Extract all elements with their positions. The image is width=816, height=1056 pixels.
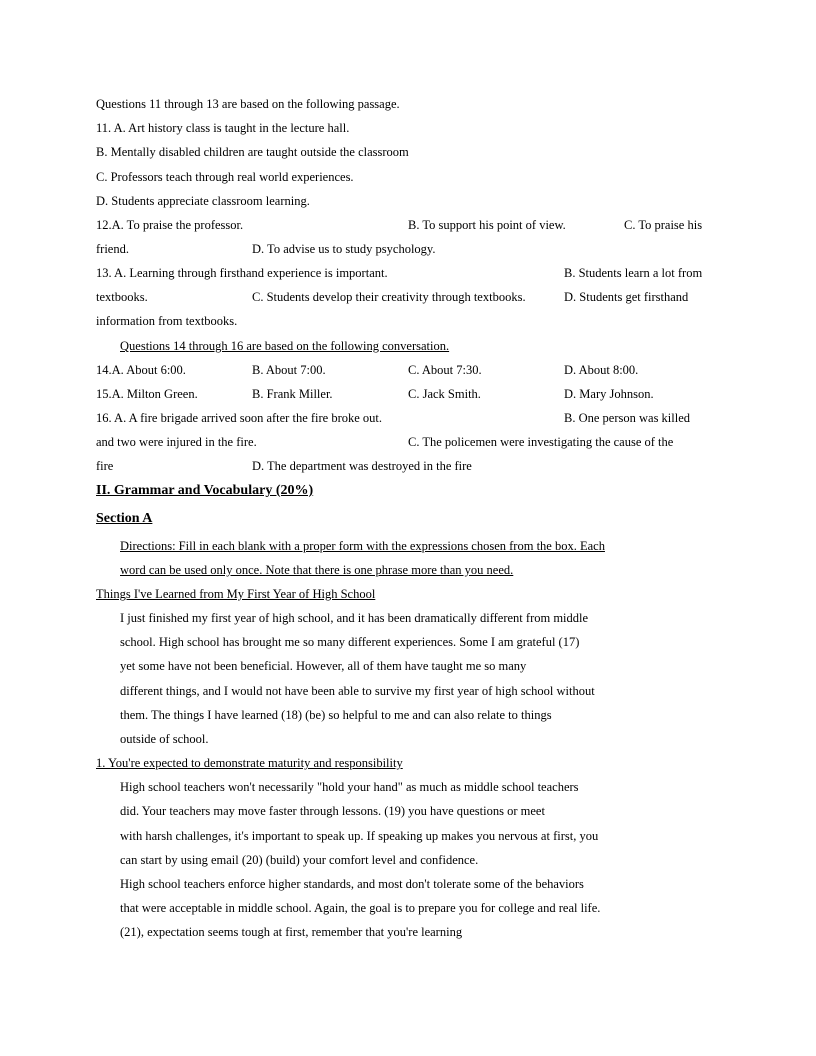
- intro-questions-11-13: Questions 11 through 13 are based on the following passage.: [96, 97, 400, 111]
- paragraph-2-line-5: High school teachers enforce higher standards, and most don't tolerate some of the behaviors: [120, 877, 584, 891]
- q13-option-b: B. Students learn a lot from: [564, 266, 703, 280]
- paragraph-1-line-2: school. High school has brought me so many different experiences. Some I am grateful (17): [120, 635, 580, 649]
- paragraph-1-line-6: outside of school.: [120, 732, 209, 746]
- q16-option-c: C. The policemen were investigating the cause of the: [408, 435, 674, 449]
- paragraph-1-line-3: yet some have not been beneficial. However, all of them have taught me so many: [120, 659, 527, 673]
- paragraph-2-line-4: can start by using email (20) (build) your comfort level and confidence.: [120, 853, 479, 867]
- q14-option-a: 14.A. About 6:00.: [96, 363, 186, 377]
- section-a-heading: Section A: [96, 511, 153, 526]
- directions-line-2: word can be used only once. Note that there is one phrase more than you need.: [120, 563, 514, 577]
- q16-option-c-cont: fire: [96, 459, 114, 473]
- q12-option-a: 12.A. To praise the professor.: [96, 218, 244, 232]
- q13-option-b-cont: textbooks.: [96, 290, 148, 304]
- article-title: Things I've Learned from My First Year of High School: [96, 587, 376, 601]
- point-1-heading: 1. You're expected to demonstrate maturity and responsibility: [96, 756, 403, 770]
- q14-option-c: C. About 7:30.: [408, 363, 482, 377]
- directions-line-1: Directions: Fill in each blank with a proper form with the expressions chosen from the box. Each: [120, 539, 605, 553]
- paragraph-2-line-6: that were acceptable in middle school. Again, the goal is to prepare you for college and real life.: [120, 901, 601, 915]
- q12-option-d: D. To advise us to study psychology.: [252, 242, 436, 256]
- q12-option-c: C. To praise his: [624, 218, 703, 232]
- q11-option-d: D. Students appreciate classroom learning.: [96, 194, 310, 208]
- q15-option-b: B. Frank Miller.: [252, 387, 333, 401]
- paragraph-2-line-1: High school teachers won't necessarily "hold your hand" as much as middle school teachers: [120, 780, 579, 794]
- q13-option-d: D. Students get firsthand: [564, 290, 689, 304]
- paragraph-1-line-1: I just finished my first year of high school, and it has been dramatically different from middle: [120, 611, 589, 625]
- q15-option-a: 15.A. Milton Green.: [96, 387, 198, 401]
- paragraph-1-line-4: different things, and I would not have been able to survive my first year of high school without: [120, 684, 595, 698]
- q13-option-a: 13. A. Learning through firsthand experience is important.: [96, 266, 388, 280]
- paragraph-2-line-7: (21), expectation seems tough at first, remember that you're learning: [120, 925, 463, 939]
- q16-option-d: D. The department was destroyed in the fire: [252, 459, 472, 473]
- intro-questions-14-16: Questions 14 through 16 are based on the following conversation.: [120, 339, 450, 353]
- q13-option-d-cont: information from textbooks.: [96, 314, 238, 328]
- q16-option-b-cont: and two were injured in the fire.: [96, 435, 257, 449]
- q12-option-c-cont: friend.: [96, 242, 129, 256]
- q12-option-b: B. To support his point of view.: [408, 218, 566, 232]
- q11-option-a: 11. A. Art history class is taught in the lecture hall.: [96, 121, 350, 135]
- paragraph-1-line-5: them. The things I have learned (18) (be) so helpful to me and can also relate to things: [120, 708, 552, 722]
- paragraph-2-line-2: did. Your teachers may move faster through lessons. (19) you have questions or meet: [120, 804, 545, 818]
- q15-option-d: D. Mary Johnson.: [564, 387, 654, 401]
- q14-option-d: D. About 8:00.: [564, 363, 639, 377]
- q11-option-b: B. Mentally disabled children are taught outside the classroom: [96, 145, 409, 159]
- q16-option-b: B. One person was killed: [564, 411, 691, 425]
- q13-option-c: C. Students develop their creativity through textbooks.: [252, 290, 526, 304]
- q14-option-b: B. About 7:00.: [252, 363, 326, 377]
- q16-option-a: 16. A. A fire brigade arrived soon after the fire broke out.: [96, 411, 383, 425]
- q15-option-c: C. Jack Smith.: [408, 387, 481, 401]
- paragraph-2-line-3: with harsh challenges, it's important to speak up. If speaking up makes you nervous at first, you: [120, 829, 599, 843]
- q11-option-c: C. Professors teach through real world experiences.: [96, 170, 354, 184]
- grammar-heading: II. Grammar and Vocabulary (20%): [96, 483, 314, 498]
